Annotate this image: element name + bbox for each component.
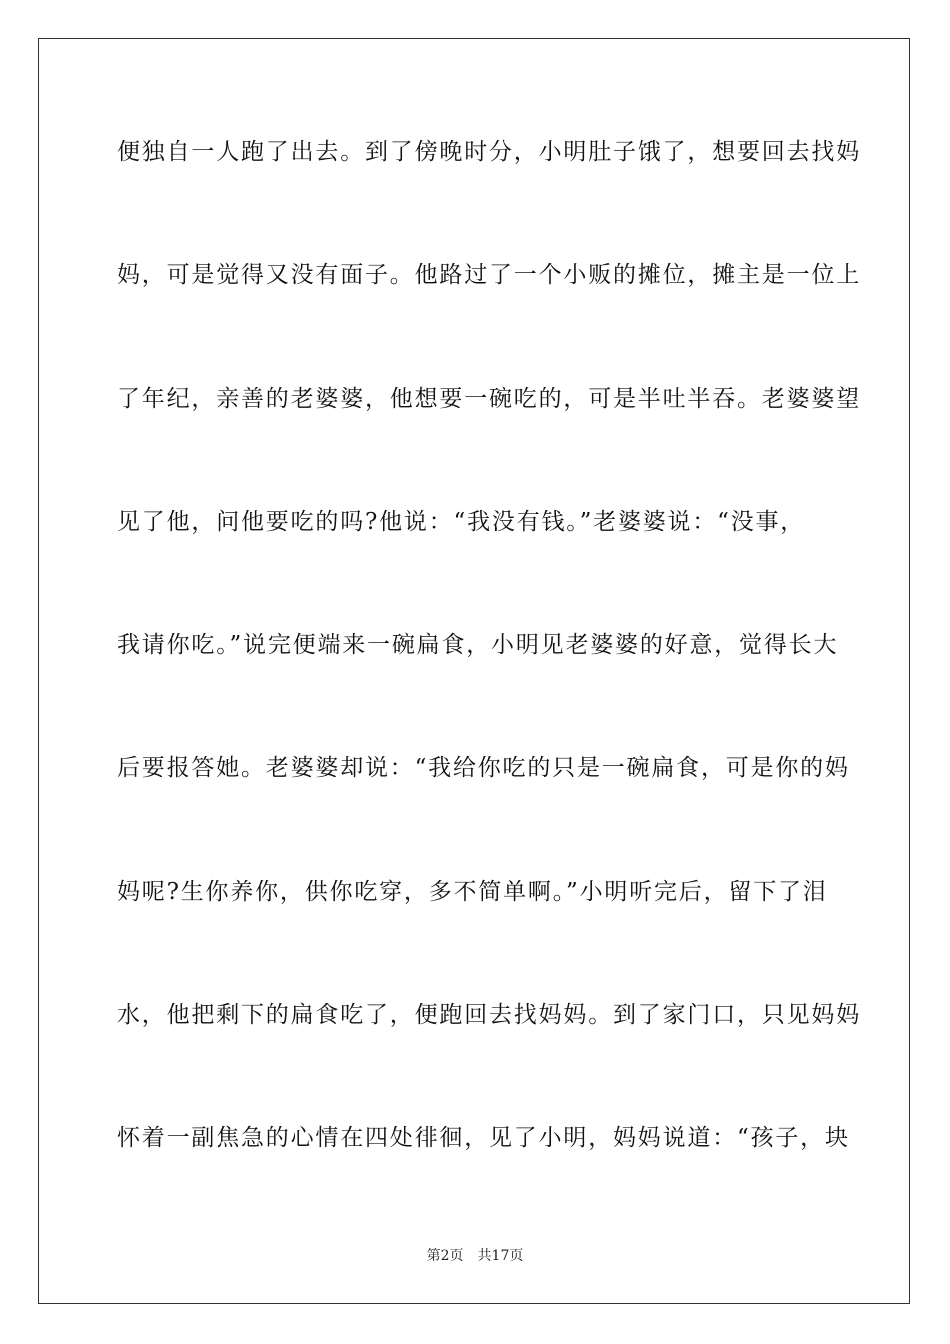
text-line-1: 便独自一人跑了出去。到了傍晚时分，小明肚子饿了，想要回去找妈	[117, 139, 861, 165]
text-line-4: 见了他，问他要吃的吗?他说：“我没有钱。”老婆婆说：“没事，	[117, 508, 806, 535]
text-line-5: 我请你吃。”说完便端来一碗扁食，小明见老婆婆的好意，觉得长大	[117, 632, 839, 659]
text-line-2: 妈，可是觉得又没有面子。他路过了一个小贩的摊位，摊主是一位上	[117, 262, 861, 289]
document-body	[117, 124, 861, 1234]
text-line-8: 水，他把剩下的扁食吃了，便跑回去找妈妈。到了家门口，只见妈妈	[117, 1002, 861, 1029]
page-total: 共17页	[477, 1248, 524, 1264]
text-line-7: 妈呢?生你养你，供你吃穿，多不简单啊。”小明听完后，留下了泪	[117, 878, 828, 905]
text-line-6: 后要报答她。老婆婆却说：“我给你吃的只是一碗扁食，可是你的妈	[117, 755, 850, 782]
page-number: 第2页	[426, 1248, 464, 1264]
text-line-3: 了年纪，亲善的老婆婆，他想要一碗吃的，可是半吐半吞。老婆婆望	[117, 385, 861, 412]
text-line-9: 怀着一副焦急的心情在四处徘徊，见了小明，妈妈说道：“孩子，块	[117, 1125, 850, 1152]
page-footer	[0, 1247, 950, 1265]
